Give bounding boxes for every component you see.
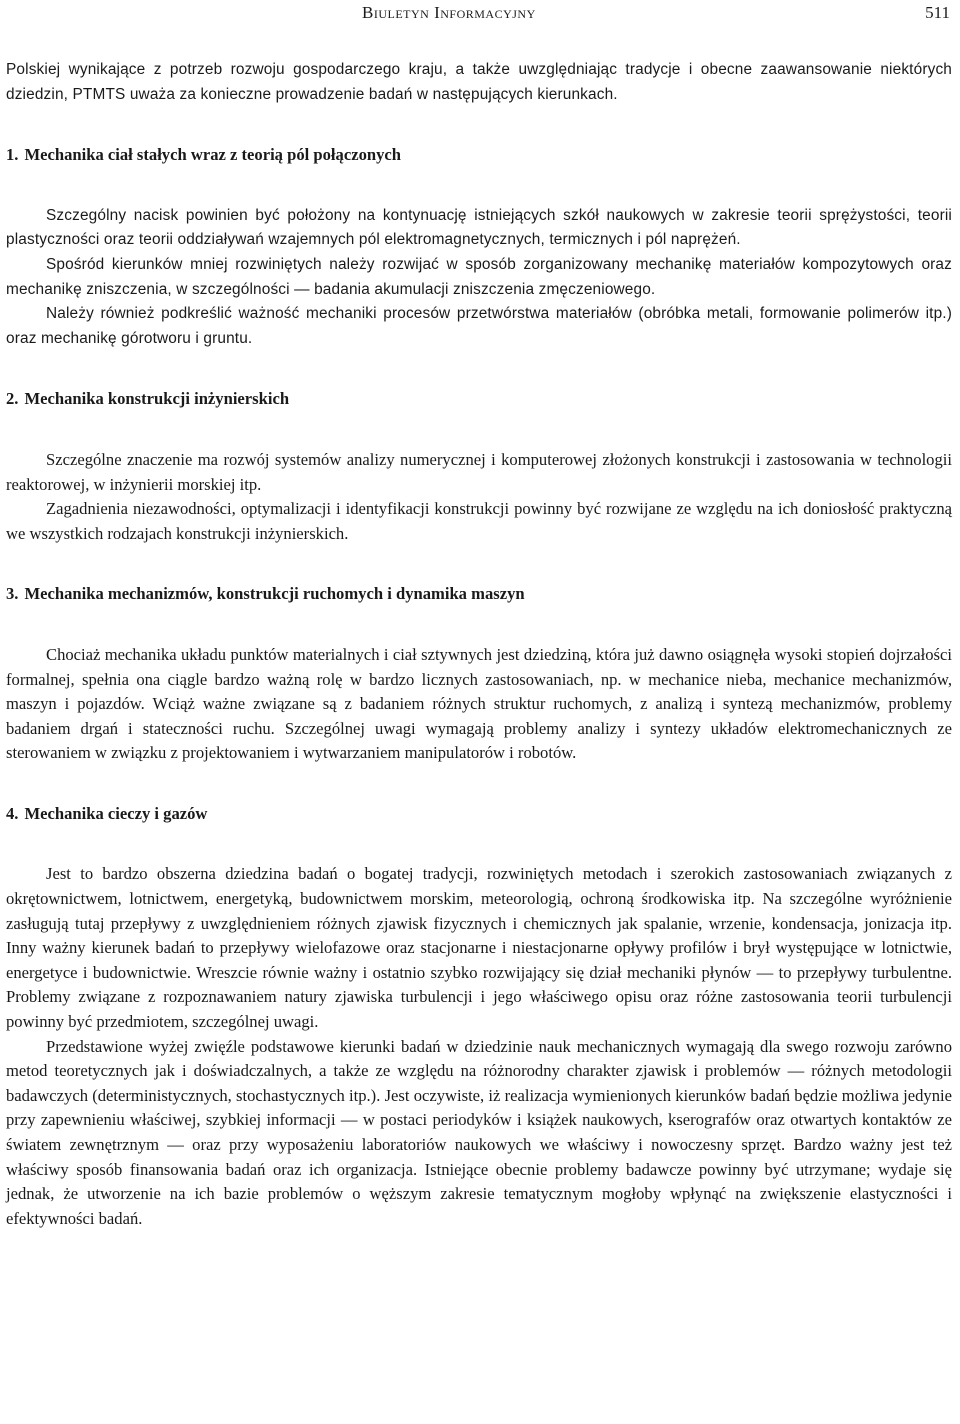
- section-heading-3: [6, 582, 952, 607]
- section-heading-2: [6, 387, 952, 412]
- section-heading-1: [6, 143, 952, 168]
- paragraph: Szczególne znaczenie ma rozwój systemów analizy numerycznej i komputerowej złożonych konstrukcji i zastosowania w technologii reaktorowej, w inżynierii morskiej itp.: [6, 449, 952, 494]
- paragraph: Chociaż mechanika układu punktów materialnych i ciał sztywnych jest dziedziną, która już dawno osiągnęła wysoki stopień dojrzałości formalnej, spełnia ona ciągle bardzo ważną rolę w bardzo licznych zastosowaniach, np. w mechanice nieba, mechanice mechanizmów, maszyn i pojazdów. Wciąż ważne związane są z badaniem różnych struktur ruchomych, z analizą i syntezą mechanizmów, problemy badaniem drgań i stateczności ruchu. Szczególnej uwagi wymagają problemy analizy i syntezy układów elektromechanicznych ze sterowaniem w związku z projektowaniem i wytwarzaniem manipulatorów i robotów.: [6, 644, 952, 763]
- running-header: [0, 0, 960, 30]
- section-title: Mechanika konstrukcji inżynierskich: [24, 389, 290, 409]
- section-number: 1.: [6, 145, 19, 165]
- paragraph: Przedstawione wyżej zwięźle podstawowe kierunki badań w dziedzinie nauk mechanicznych wymagają dla swego rozwoju zarówno metod teoretycznych jak i doświadczalnych, a także ze względu na różnorodny charakter zjawisk i problemów — różnych metodologii badawczych (deterministycznych, stochastycznych itp.). Jest oczywiste, iż realizacja wymienionych kierunków badań będzie możliwa jedynie przy zapewnieniu właściwej, szybkiej informacji — w postaci periodyków i książek naukowych, kserografów oraz otwartych kontaktów ze światem zewnętrznym — oraz przy wyposażeniu laboratoriów naukowych we właściwy i nowoczesny sprzęt. Bardzo ważny jest też właściwy sposób finansowania badań oraz ich organizacja. Istniejące obecnie problemy badawcze powinny być utrzymane; wydaje się jednak, że utworzenie na ich bazie problemów o węższym zakresie tematycznym mogłoby wpłynąć na zwiększenie elastyczności i efektywności badań.: [6, 1036, 952, 1228]
- section-title: Mechanika mechanizmów, konstrukcji ruchomych i dynamika maszyn: [24, 584, 525, 604]
- paragraph: Należy również podkreślić ważność mechaniki procesów przetwórstwa materiałów (obróbka metali, formowanie polimerów itp.) oraz mechanikę górotworu i gruntu.: [6, 305, 952, 347]
- section-heading-4: [6, 802, 952, 827]
- section-title: Mechanika ciał stałych wraz z teorią pól połączonych: [24, 145, 401, 165]
- section-number: 3.: [6, 584, 19, 604]
- paragraph: Zagadnienia niezawodności, optymalizacji i identyfikacji konstrukcji powinny być rozwijane ze względu na ich doniosłość praktyczną we wszystkich rodzajach konstrukcji inżynierskich.: [6, 499, 952, 543]
- journal-title: Biuletyn Informacyjny: [362, 3, 536, 22]
- paragraph: Szczególny nacisk powinien być położony na kontynuację istniejących szkół naukowych w zakresie teorii sprężystości, teorii plastyczności oraz teorii oddziaływań wzajemnych pól elektromagnetycznych, termicznych i pól naprężeń.: [6, 206, 952, 249]
- intro-paragraph: Polskiej wynikające z potrzeb rozwoju gospodarczego kraju, a także uwzględniając tradycje i obecne zaawansowanie niektórych dziedzin, PTMTS uważa za konieczne prowadzenie badań w następujących kierunkach.: [6, 61, 952, 103]
- body-text: [6, 58, 952, 1231]
- page-number: 511: [925, 3, 950, 22]
- paragraph: Spośród kierunków mniej rozwiniętych należy rozwijać w sposób zorganizowany mechanikę materiałów kompozytowych oraz mechanikę zniszczenia, w szczególności — badania akumulacji zniszczenia zmęczeniowego.: [6, 255, 952, 298]
- section-title: Mechanika cieczy i gazów: [24, 803, 208, 823]
- section-number: 4.: [6, 803, 19, 823]
- section-number: 2.: [6, 389, 19, 409]
- paragraph: Jest to bardzo obszerna dziedzina badań o bogatej tradycji, rozwiniętych metodach i szerokich zastosowaniach związanych z okrętownictwem, lotnictwem, energetyką, budownictwem morskim, meteorologią, ochroną środkowiska itp. Na szczególne wyróżnienie zasługują tutaj przepływy z uwzględnieniem różnych zjawisk fizycznych i chemicznych jak spalanie, wrzenie, kondensacja, jonizacja itp. Inny ważny kierunek badań to przepływy wielofazowe oraz stacjonarne i niestacjonarne opływy profilów i brył występujące w lotnictwie, energetyce i budownictwie. Wreszcie równie ważny i ostatnio szybko rozwijający się dział mechaniki płynów — to przepływy turbulentne. Problemy związane z rozpoznawaniem natury zjawiska turbulencji i jego właściwego opisu oraz różne zastosowania teorii turbulencji powinny być przedmiotem, szczególnej uwagi.: [6, 864, 952, 1032]
